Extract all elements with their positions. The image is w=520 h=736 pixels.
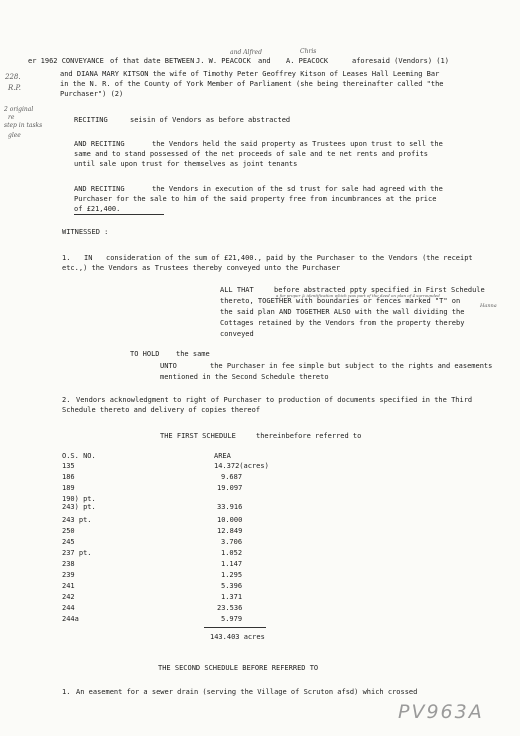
table-row: 250 xyxy=(62,527,75,535)
table-cell-area: 3.706 xyxy=(221,538,243,546)
table-row: 135 xyxy=(62,462,75,470)
purchaser-line-3: Purchaser") (2) xyxy=(60,90,124,98)
table-cell-area: 1.147 xyxy=(221,560,243,568)
second-schedule-item-text: An easement for a sewer drain (serving the Village of Scruton afsd) which crossed xyxy=(76,688,418,696)
handwritten-above-party2: Chris xyxy=(300,48,317,55)
handwritten-annotation-note: Hanna xyxy=(480,303,497,309)
clause-2-number: 2. xyxy=(62,396,71,404)
all-that-line-1: before abstracted ppty specified in First Schedule xyxy=(274,286,485,294)
margin-note-2: R.P. xyxy=(8,84,22,92)
recital-3-line-1: the Vendors in execution of the sd trust for sale had agreed with the xyxy=(152,185,443,193)
table-row: 241 xyxy=(62,582,75,590)
table-row: 238 xyxy=(62,560,75,568)
party-1: J. W. PEACOCK xyxy=(196,57,251,65)
total-rule xyxy=(204,627,266,628)
recital-2-line-3: until sale upon trust for themselves as joint tenants xyxy=(74,160,298,168)
first-schedule-title: THE FIRST SCHEDULE xyxy=(160,432,236,440)
unto-line-2: mentioned in the Second Schedule thereto xyxy=(160,373,329,381)
table-cell-area: 9.687 xyxy=(221,473,243,481)
table-cell-area: 23.536 xyxy=(217,604,243,612)
table-cell-area: 19.097 xyxy=(217,484,243,492)
all-that-line-5: conveyed xyxy=(220,330,254,338)
handwritten-above-party1: and Alfred xyxy=(230,49,262,56)
conveyance-date-title: er 1962 CONVEYANCE xyxy=(28,57,104,65)
clause-1-label: IN xyxy=(84,254,93,262)
recital-2-line-2: same and to stand possessed of the net proceeds of sale and te net rents and profits xyxy=(74,150,429,158)
table-row: 242 xyxy=(62,593,75,601)
recital-2-line-1: the Vendors held the said property as Trustees upon trust to sell the xyxy=(152,140,443,148)
table-row: 244a xyxy=(62,615,79,623)
table-row: 243 pt. xyxy=(62,516,92,524)
recital-3-label: AND RECITING xyxy=(74,185,125,193)
party-2: A. PEACOCK xyxy=(286,57,329,65)
clause-2-line-2: Schedule thereto and delivery of copies thereof xyxy=(62,406,261,414)
recital-3-line-3: of £21,400. xyxy=(74,205,121,213)
second-schedule-item-number: 1. xyxy=(62,688,71,696)
margin-note-6: glee xyxy=(8,132,21,139)
margin-note-4: re xyxy=(8,114,15,121)
schedule-total: 143.403 acres xyxy=(210,633,265,641)
table-row: 244 xyxy=(62,604,75,612)
table-row: 237 pt. xyxy=(62,549,92,557)
recital-1-text: seisin of Vendors as before abstracted xyxy=(130,116,291,124)
table-cell-area: 10.000 xyxy=(217,516,243,524)
table-cell-area: 1.295 xyxy=(221,571,243,579)
unto-line-1: the Purchaser in fee simple but subject to the rights and easements xyxy=(210,362,493,370)
all-that-line-4: Cottages retained by the Vendors from the property thereby xyxy=(220,319,465,327)
clause-1-number: 1. xyxy=(62,254,71,262)
purchaser-line: and DIANA MARY KITSON the wife of Timothy Peter Geoffrey Kitson of Leases Hall Leeming Bar xyxy=(60,70,440,78)
table-cell-area: 5.396 xyxy=(221,582,243,590)
handwritten-annotation-right: a for proper & identification which was part of the deed on plan of 4 surrounded xyxy=(276,293,440,298)
first-schedule-subtitle: thereinbefore referred to xyxy=(256,432,362,440)
table-row: 239 xyxy=(62,571,75,579)
all-that-label: ALL THAT xyxy=(220,286,254,294)
column-header-area: AREA xyxy=(214,452,231,460)
table-row: 189 xyxy=(62,484,75,492)
margin-note-3: 2 original xyxy=(4,106,34,113)
and-connector: and xyxy=(258,57,271,65)
recital-3-line-2: Purchaser for the sale to him of the said property free from incumbrances at the price xyxy=(74,195,437,203)
unto-label: UNTO xyxy=(160,362,177,370)
document-reference-stamp: PV963A xyxy=(398,701,484,723)
table-row: 186 xyxy=(62,473,75,481)
price-underline xyxy=(74,214,164,215)
purchaser-line-2: in the N. R. of the County of York Member of Parliament (she being thereinafter called "the xyxy=(60,80,444,88)
margin-note-1: 228. xyxy=(5,73,21,81)
clause-1-line-2: etc.,) the Vendors as Trustees thereby conveyed unto the Purchaser xyxy=(62,264,341,272)
recital-2-label: AND RECITING xyxy=(74,140,125,148)
margin-note-5: step in tasks xyxy=(4,122,43,129)
table-row: 190) pt. xyxy=(62,495,96,503)
clause-1-line-1: consideration of the sum of £21,400., paid by the Purchaser to the Vendors (the receipt xyxy=(106,254,473,262)
table-cell-area: 1.371 xyxy=(221,593,243,601)
table-cell-area: 1.052 xyxy=(221,549,243,557)
recital-1-label: RECITING xyxy=(74,116,108,124)
second-schedule-title: THE SECOND SCHEDULE BEFORE REFERRED TO xyxy=(158,664,319,672)
all-that-line-2: thereto, TOGETHER with boundaries or fences marked "T" on xyxy=(220,297,461,305)
table-cell-area: 5.979 xyxy=(221,615,243,623)
column-header-os-no: O.S. NO. xyxy=(62,452,96,460)
to-hold-text: the same xyxy=(176,350,210,358)
witnessed-heading: WITNESSED : xyxy=(62,228,109,236)
table-row: 243) pt. xyxy=(62,503,96,511)
clause-2-line-1: Vendors acknowledgment to right of Purchaser to production of documents specified in the Third xyxy=(76,396,473,404)
all-that-line-3: the said plan AND TOGETHER ALSO with the wall dividing the xyxy=(220,308,465,316)
table-cell-area: 14.372(acres) xyxy=(214,462,269,470)
table-row: 245 xyxy=(62,538,75,546)
to-hold-label: TO HOLD xyxy=(130,350,160,358)
conveyance-between: of that date BETWEEN xyxy=(110,57,195,65)
table-cell-area: 33.916 xyxy=(217,503,243,511)
vendors-designation: aforesaid (Vendors) (1) xyxy=(352,57,449,65)
table-cell-area: 12.849 xyxy=(217,527,243,535)
